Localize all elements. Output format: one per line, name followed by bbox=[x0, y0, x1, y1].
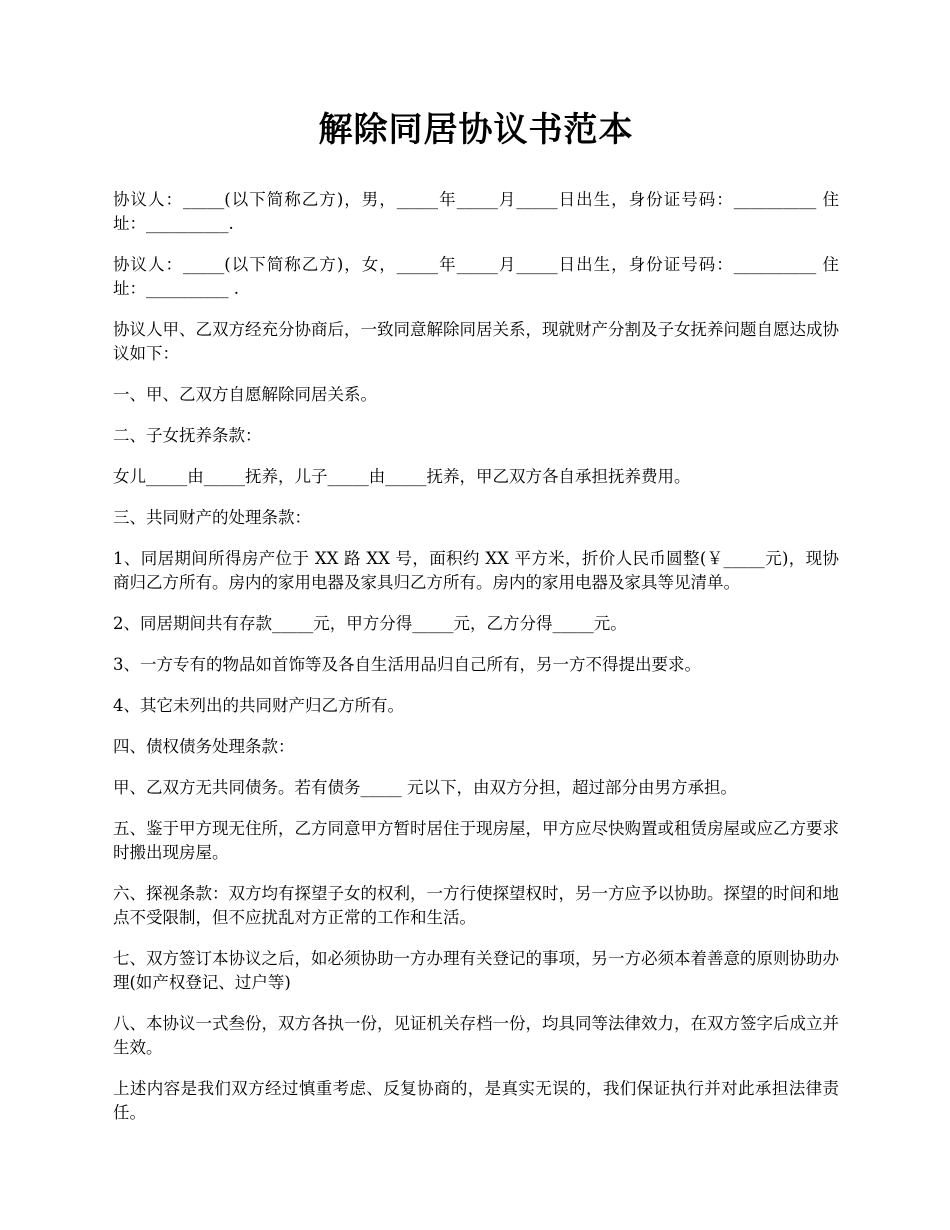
preamble: 协议人甲、乙双方经充分协商后，一致同意解除同居关系，现就财产分割及子女抚养问题自愿达成协议如下： bbox=[113, 320, 839, 363]
property-item-3: 3、一方专有的物品如首饰等及各自生活用品归自己所有，另一方不得提出要求。 bbox=[113, 655, 701, 674]
clause-4-heading: 四、债权债务处理条款： bbox=[113, 737, 295, 756]
closing-statement: 上述内容是我们双方经过慎重考虑、反复协商的，是真实无误的，我们保证执行并对此承担法律责任。 bbox=[113, 1079, 839, 1122]
party-b-info: 协议人：_____(以下简称乙方)，女，_____年_____月_____日出生，身份证号码：__________ 住址：__________ . bbox=[113, 255, 839, 298]
property-item-1: 1、同居期间所得房产位于 XX 路 XX 号，面积约 XX 平方米，折价人民币圆整(￥_____元)，现协商归乙方所有。房内的家用电器及家具归乙方所有。房内的家用电器及家具等见清单。 bbox=[113, 549, 839, 592]
clause-1: 一、甲、乙双方自愿解除同居关系。 bbox=[113, 385, 377, 404]
child-custody-text: 女儿_____由_____抚养，儿子_____由_____抚养，甲乙双方各自承担抚养费用。 bbox=[113, 467, 691, 486]
document-page bbox=[113, 108, 839, 1142]
clause-5: 五、鉴于甲方现无住所，乙方同意甲方暂时居住于现房屋，甲方应尽快购置或租赁房屋或应乙方要求时搬出现房屋。 bbox=[113, 819, 839, 862]
clause-2-heading: 二、子女抚养条款： bbox=[113, 426, 262, 445]
debt-text: 甲、乙双方无共同债务。若有债务_____ 元以下，由双方分担，超过部分由男方承担。 bbox=[113, 778, 737, 797]
clause-6: 六、探视条款：双方均有探望子女的权利，一方行使探望权时，另一方应予以协助。探望的时间和地点不受限制，但不应扰乱对方正常的工作和生活。 bbox=[113, 884, 839, 927]
property-item-4: 4、其它未列出的共同财产归乙方所有。 bbox=[113, 696, 404, 715]
clause-8: 八、本协议一式叁份，双方各执一份，见证机关存档一份，均具同等法律效力，在双方签字后成立并生效。 bbox=[113, 1014, 839, 1057]
document-title: 解除同居协议书范本 bbox=[318, 110, 634, 150]
party-a-info: 协议人：_____(以下简称乙方)，男，_____年_____月_____日出生，身份证号码：__________ 住址：__________. bbox=[113, 190, 839, 233]
clause-7: 七、双方签订本协议之后，如必须协助一方办理有关登记的事项，另一方必须本着善意的原则协助办理(如产权登记、过户等) bbox=[113, 949, 839, 992]
clause-3-heading: 三、共同财产的处理条款： bbox=[113, 508, 311, 527]
property-item-2: 2、同居期间共有存款_____元，甲方分得_____元，乙方分得_____元。 bbox=[113, 614, 627, 633]
